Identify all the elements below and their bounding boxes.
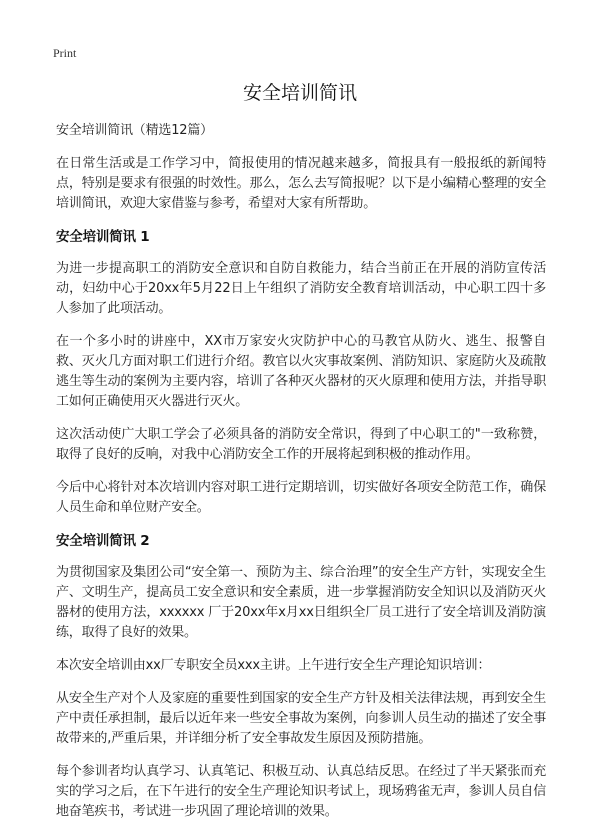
paragraph: 今后中心将针对本次培训内容对职工进行定期培训，切实做好各项安全防范工作，确保人员生命和单位财产安全。 xyxy=(56,480,546,515)
paragraph: 这次活动使广大职工学会了必须具备的消防安全常识，得到了中心职工的"一致称赞，取得了良好的反响，对我中心消防安全工作的开展将起到积极的推动作用。 xyxy=(56,427,546,462)
paragraph: 为进一步提高职工的消防安全意识和自防自救能力，结合当前正在开展的消防宣传活动，妇幼中心于20xx年5月22日上午组织了消防安全教育培训活动，中心职工四十多人参加了此项活动。 xyxy=(56,261,546,316)
document-subtitle: 安全培训简讯（精选12篇） xyxy=(56,123,213,138)
document-body xyxy=(56,121,546,835)
document-title: 安全培训简讯 xyxy=(242,82,357,104)
paragraph: 从安全生产对个人及家庭的重要性到国家的安全生产方针及相关法律法规，再到安全生产中责任承担制，最后以近年来一些安全事故为案例，向参训人员生动的描述了安全事故带来的,严重后果，并详细分析了安全事故发生原因及预防措施。 xyxy=(56,691,546,746)
paragraph: 在一个多小时的讲座中，XX市万家安火灾防护中心的马教官从防火、逃生、报警自救、灭火几方面对职工们进行介绍。教官以火灾事故案例、消防知识、家庭防火及疏散逃生等生动的案例为主要内容，培训了各种灭火器材的灭火原理和使用方法，并指导职工如何正确使用灭火器进行灭火。 xyxy=(56,334,546,409)
paragraph: 每个参训者均认真学习、认真笔记、积极互动、认真总结反思。在经过了半天紧张而充实的学习之后，在下午进行的安全生产理论知识考试上，现场鸦雀无声，参训人员自信地奋笔疾书，考试进一步巩固了理论培训的效果。 xyxy=(56,764,546,819)
section-heading: 安全培训简讯 1 xyxy=(56,229,150,245)
intro-paragraph: 在日常生活或是工作学习中，简报使用的情况越来越多，简报具有一般报纸的新闻特点，特别是要求有很强的时效性。那么，怎么去写简报呢？以下是小编精心整理的安全培训简讯，欢迎大家借鉴与参考，希望对大家有所帮助。 xyxy=(56,156,546,211)
paragraph: 为贯彻国家及集团公司“安全第一、预防为主、综合治理”的安全生产方针，实现安全生产、文明生产，提高员工安全意识和安全素质，进一步掌握消防安全知识以及消防灭火器材的使用方法，xxxxxx 厂于20xx年x月xx日组织全厂员工进行了安全培训及消防演练，取得了良好的效果。 xyxy=(56,565,546,640)
section-heading: 安全培训简讯 2 xyxy=(56,533,150,549)
print-link[interactable]: Print xyxy=(53,46,77,60)
paragraph: 本次安全培训由xx厂专职安全员xxx主讲。上午进行安全生产理论知识培训： xyxy=(56,658,491,673)
